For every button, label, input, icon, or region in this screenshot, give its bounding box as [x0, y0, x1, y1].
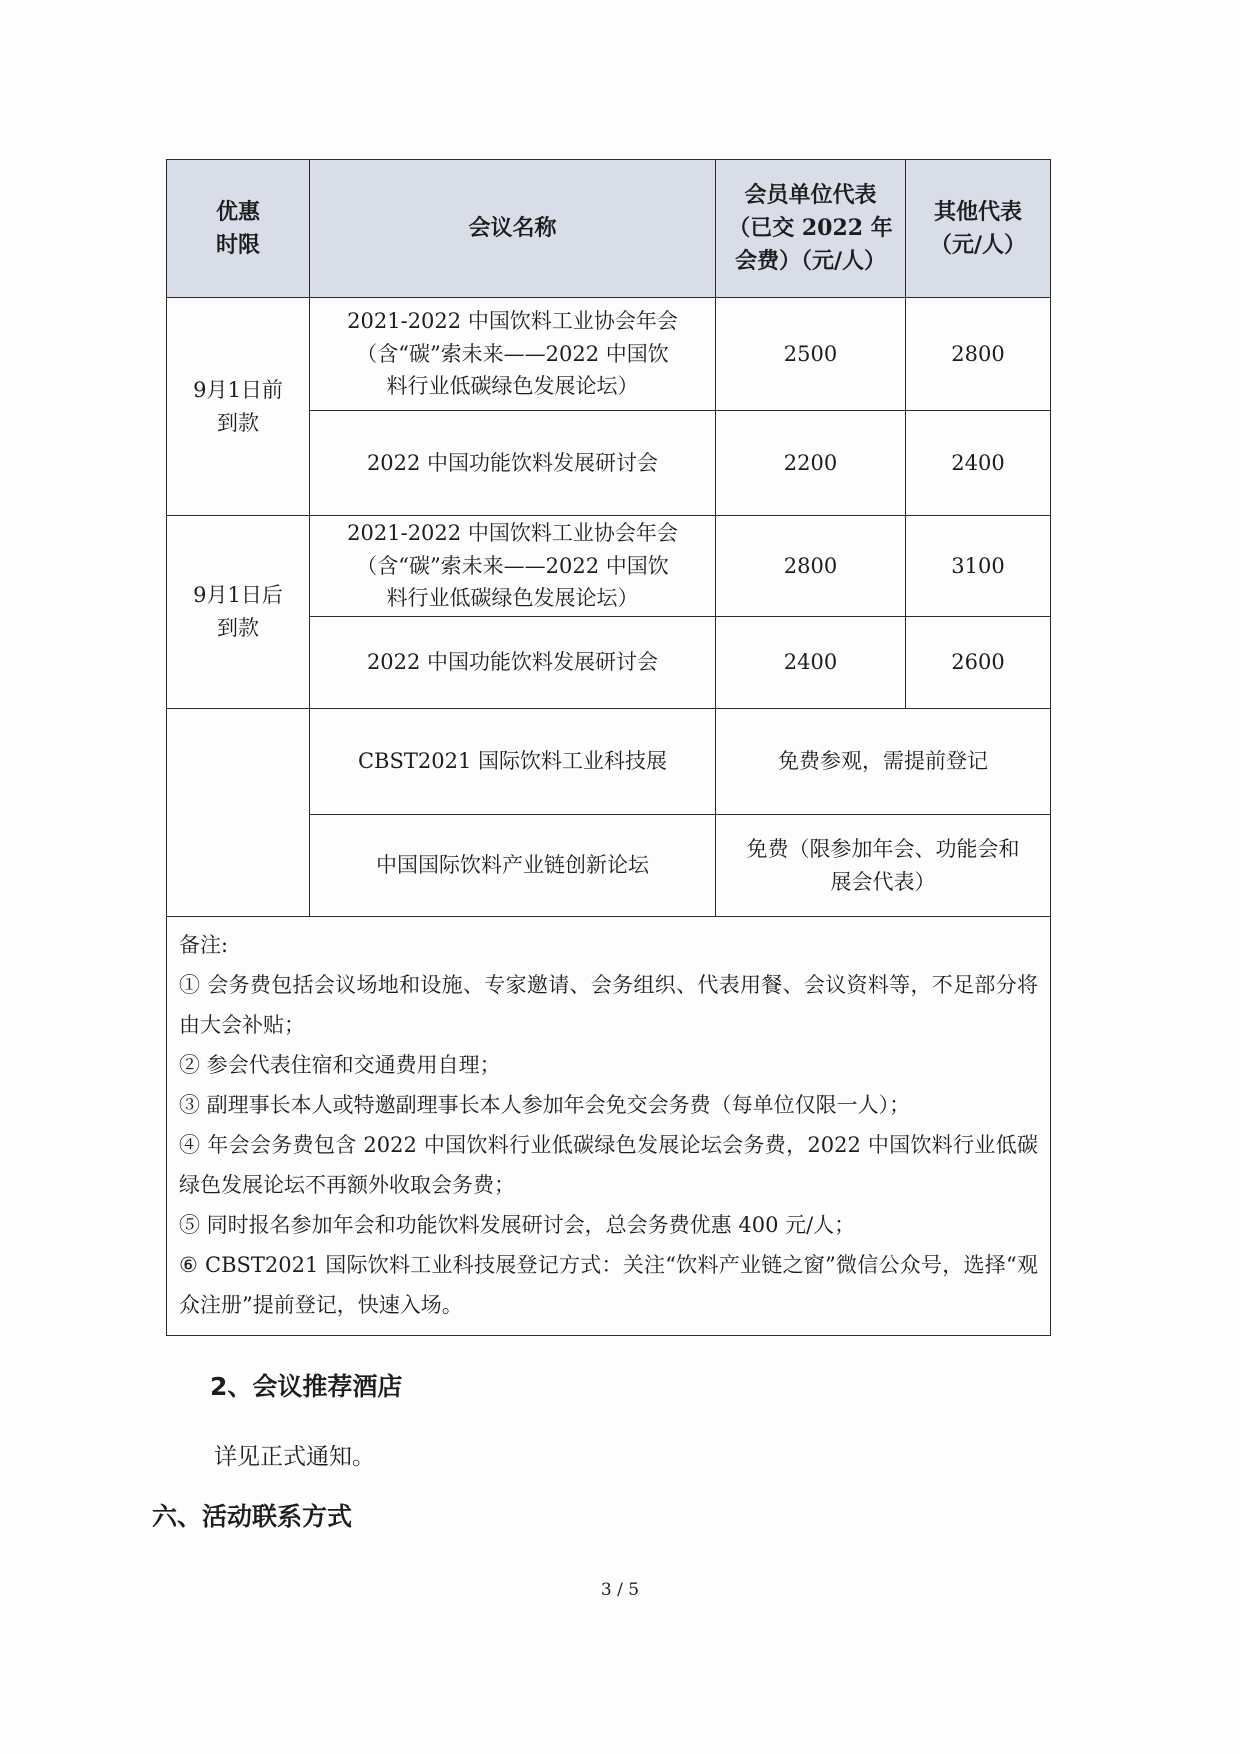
- note-item-6: ⑥ CBST2021 国际饮料工业科技展登记方式：关注“饮料产业链之窗”微信公众号，选择“观众注册”提前登记，快速入场。: [179, 1253, 1038, 1317]
- meeting-name-cell: 2022 中国功能饮料发展研讨会: [310, 411, 716, 516]
- period-cell: 9月1日前 到款: [167, 298, 310, 516]
- note-item-3: ③ 副理事长本人或特邀副理事长本人参加年会免交会务费（每单位仅限一人）；: [179, 1093, 911, 1117]
- other-fee-cell: 2800: [906, 298, 1051, 411]
- notes-row: [167, 917, 1051, 1336]
- meeting-name-cell: 2021-2022 中国饮料工业协会年会 （含“碳”索未来——2022 中国饮 料行业低碳绿色发展论坛）: [310, 516, 716, 617]
- member-fee-cell: 2800: [716, 516, 906, 617]
- section-6-heading: 六、活动联系方式: [152, 1502, 353, 1531]
- free-fee-cell: 免费参观，需提前登记: [716, 709, 1051, 815]
- notes-title: 备注:: [179, 933, 229, 957]
- page-number: 3 / 5: [600, 1580, 640, 1600]
- header-other-fee: 其他代表 （元/人）: [906, 160, 1051, 298]
- member-fee-cell: 2500: [716, 298, 906, 411]
- other-fee-cell: 2600: [906, 617, 1051, 709]
- section-2-body: 详见正式通知。: [214, 1444, 375, 1470]
- other-fee-cell: 2400: [906, 411, 1051, 516]
- other-fee-cell: 3100: [906, 516, 1051, 617]
- free-fee-cell: 免费（限参加年会、功能会和 展会代表）: [716, 815, 1051, 917]
- table-row: [167, 709, 1051, 815]
- meeting-name-cell: 2021-2022 中国饮料工业协会年会 （含“碳”索未来——2022 中国饮 料行业低碳绿色发展论坛）: [310, 298, 716, 411]
- meeting-name-cell: CBST2021 国际饮料工业科技展: [310, 709, 716, 815]
- member-fee-cell: 2200: [716, 411, 906, 516]
- meeting-name-cell: 2022 中国功能饮料发展研讨会: [310, 617, 716, 709]
- note-item-1: ① 会务费包括会议场地和设施、专家邀请、会务组织、代表用餐、会议资料等，不足部分将由大会补贴；: [179, 973, 1038, 1037]
- header-meeting-name: 会议名称: [310, 160, 716, 298]
- header-member-fee: 会员单位代表 （已交 2022 年 会费）（元/人）: [716, 160, 906, 298]
- section-2-heading: 2、会议推荐酒店: [210, 1372, 403, 1401]
- note-item-4: ④ 年会会务费包含 2022 中国饮料行业低碳绿色发展论坛会务费，2022 中国饮料行业低碳绿色发展论坛不再额外收取会务费；: [179, 1133, 1038, 1197]
- notes-cell: [167, 917, 1051, 1336]
- note-item-5: ⑤ 同时报名参加年会和功能饮料发展研讨会，总会务费优惠 400 元/人；: [179, 1213, 856, 1237]
- member-fee-cell: 2400: [716, 617, 906, 709]
- fee-table: [166, 159, 1051, 1336]
- table-row: [167, 298, 1051, 411]
- header-period: 优惠 时限: [167, 160, 310, 298]
- note-item-2: ② 参会代表住宿和交通费用自理；: [179, 1053, 501, 1077]
- period-cell: 9月1日后 到款: [167, 516, 310, 709]
- table-row: [167, 516, 1051, 617]
- meeting-name-cell: 中国国际饮料产业链创新论坛: [310, 815, 716, 917]
- period-cell-empty: [167, 709, 310, 917]
- table-header-row: [167, 160, 1051, 298]
